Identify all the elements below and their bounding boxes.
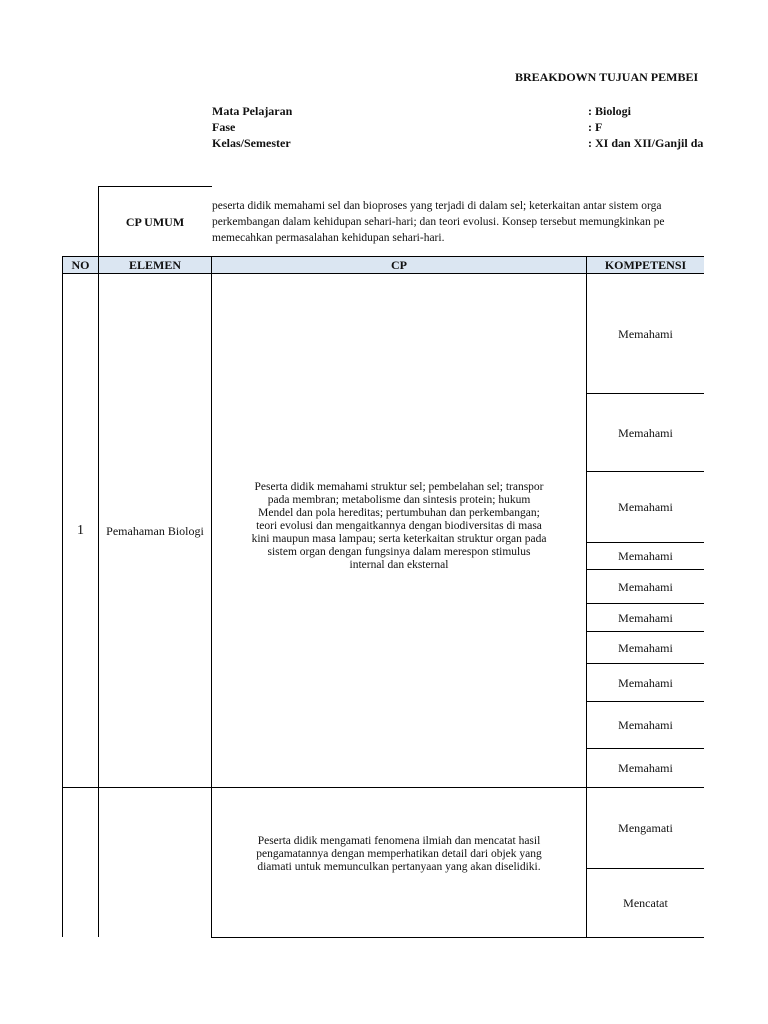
meta-label-mata-pelajaran: Mata Pelajaran <box>212 104 293 118</box>
kompetensi-cell: Mengamati <box>618 821 673 835</box>
row-elemen: Pemahaman Biologi <box>106 523 204 538</box>
cp-umum-text <box>212 198 707 246</box>
kompetensi-cell: Mencatat <box>623 896 668 910</box>
kompetensi-cell: Memahami <box>618 326 673 341</box>
cp-umum-label: CP UMUM <box>125 214 185 229</box>
kompetensi-cell: Memahami <box>618 500 673 514</box>
row-cp-text: Peserta didik memahami struktur sel; pembelahan sel; transpor pada membran; metabolisme dan sintesis protein; hukum Mendel dan pola hereditas; pertumbuhan dan perkembangan; teori evolusi dan mengaitkannya dengan biodiversitas di masa kini maupun masa lampau; serta keterkaitan struktur organ pada sistem organ dengan fungsinya dalam merespon stimulus internal dan eksternal <box>251 481 547 571</box>
kompetensi-cell: Memahami <box>618 579 673 594</box>
kompetensi-cell: Memahami <box>618 549 673 563</box>
meta-label-kelas-semester: Kelas/Semester <box>212 136 291 150</box>
kompetensi-cell: Memahami <box>618 425 673 440</box>
row-cp-text: Peserta didik mengamati fenomena ilmiah dan mencatat hasil pengamatannya dengan memperhatikan detail dari objek yang diamati untuk memunculkan pertanyaan yang akan diselidiki. <box>256 835 542 873</box>
cp-umum-line: peserta didik memahami sel dan bioproses yang terjadi di dalam sel; keterkaitan antar sistem orga <box>212 200 662 212</box>
kompetensi-cell: Memahami <box>618 675 673 690</box>
meta-value-kelas-semester: : XI dan XII/Ganjil da <box>588 136 704 150</box>
column-header-no: NO <box>63 257 98 273</box>
kompetensi-cell: Memahami <box>618 610 673 625</box>
row-number <box>63 788 98 937</box>
row-elemen <box>99 788 211 937</box>
kompetensi-cell: Memahami <box>618 718 673 732</box>
column-header-kompetensi: KOMPETENSI <box>587 257 704 273</box>
cp-umum-line: memecahkan permasalahan kehidupan sehari-hari. <box>212 232 445 244</box>
meta-value-mata-pelajaran: : Biologi <box>588 104 632 118</box>
meta-value-fase: : F <box>588 120 603 134</box>
row-number: 1 <box>77 522 84 538</box>
column-header-elemen: ELEMEN <box>99 257 211 273</box>
cp-umum-line: perkembangan dalam kehidupan sehari-hari; dan teori evolusi. Konsep tersebut memungkinkan pe <box>212 216 665 228</box>
column-header-cp: CP <box>212 257 586 273</box>
document-title: BREAKDOWN TUJUAN PEMBEI <box>515 70 699 84</box>
kompetensi-cell: Memahami <box>618 761 673 775</box>
kompetensi-cell: Memahami <box>618 640 673 655</box>
meta-label-fase: Fase <box>212 120 236 134</box>
